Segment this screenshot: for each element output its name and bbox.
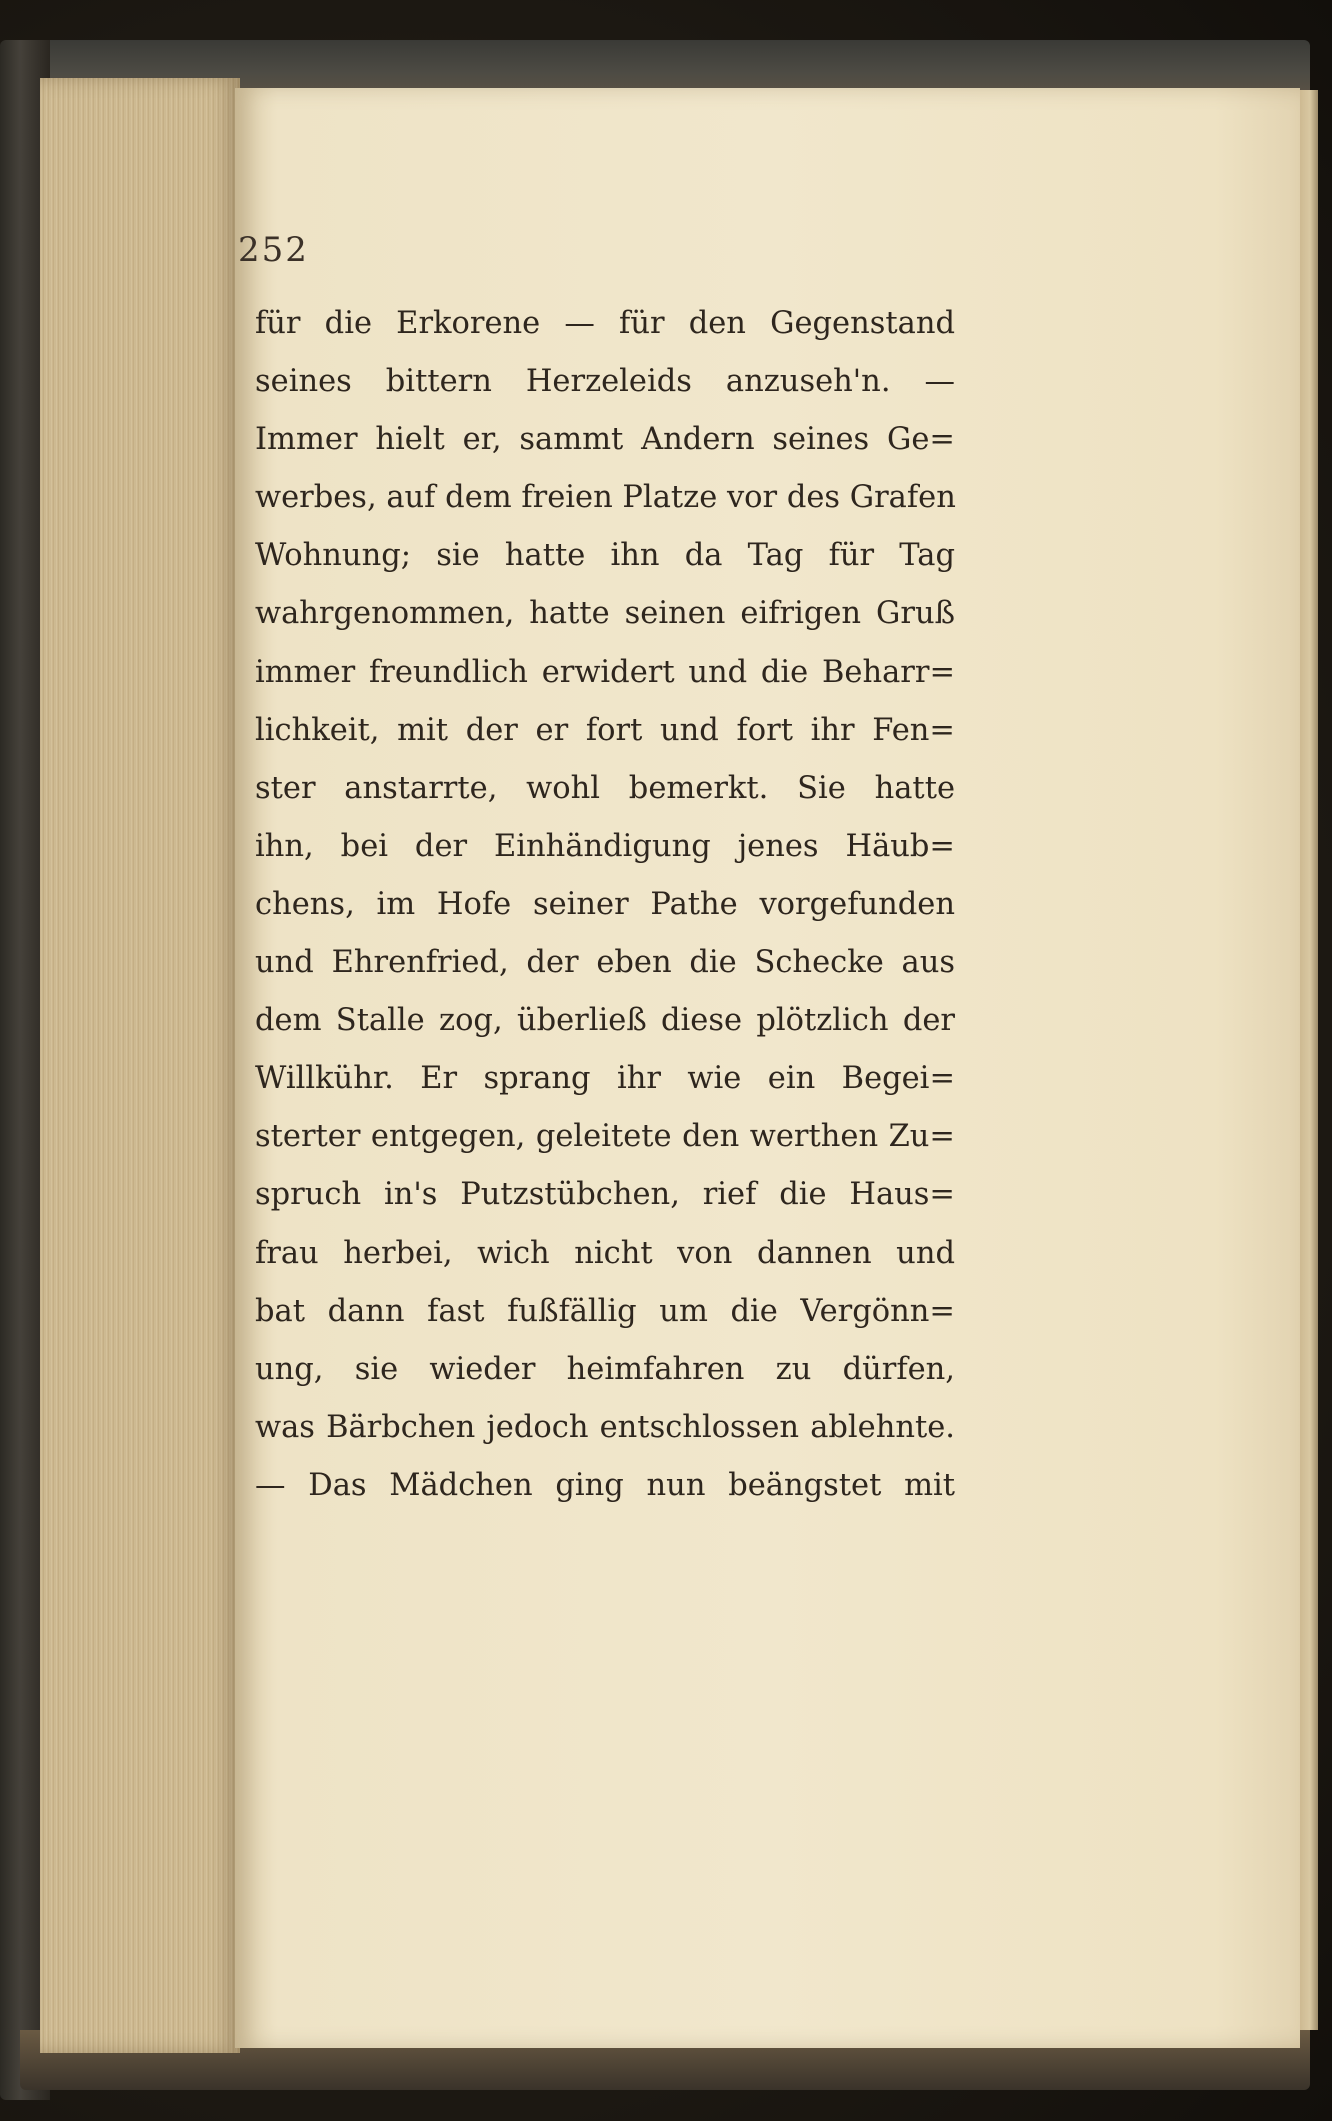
- text-line: was Bärbchen jedoch entschlossen ablehnte.: [255, 1409, 955, 1445]
- text-line: werbes, auf dem freien Platze vor des Grafen: [255, 480, 956, 516]
- text-line: ster anstarrte, wohl bemerkt. Sie hatte: [255, 770, 955, 806]
- text-line: ung, sie wieder heimfahren zu dürfen,: [255, 1351, 955, 1387]
- text-line: — Das Mädchen ging nun beängstet mit: [255, 1467, 955, 1503]
- text-line: Wohnung; sie hatte ihn da Tag für Tag: [255, 538, 955, 574]
- text-line: ihn, bei der Einhändigung jenes Häub=: [255, 828, 955, 864]
- text-line: seines bittern Herzeleids anzuseh'n. —: [255, 364, 955, 400]
- text-line: lichkeit, mit der er fort und fort ihr Fen=: [255, 712, 955, 748]
- text-line: frau herbei, wich nicht von dannen und: [255, 1235, 955, 1271]
- text-line: chens, im Hofe seiner Pathe vorgefunden: [255, 886, 955, 922]
- text-line: immer freundlich erwidert und die Beharr=: [255, 654, 955, 690]
- text-line: bat dann fast fußfällig um die Vergönn=: [255, 1293, 955, 1329]
- body-text: [255, 295, 955, 1515]
- text-line: Immer hielt er, sammt Andern seines Ge=: [255, 422, 955, 458]
- page-edges: [40, 78, 240, 2053]
- text-line: für die Erkorene — für den Gegenstand: [255, 306, 955, 341]
- text-line: wahrgenommen, hatte seinen eifrigen Gruß: [255, 596, 955, 632]
- page-number: 252: [238, 230, 309, 270]
- text-line: Willkühr. Er sprang ihr wie ein Begei=: [255, 1061, 955, 1097]
- text-line: und Ehrenfried, der eben die Schecke aus: [255, 945, 955, 981]
- text-line: dem Stalle zog, überließ diese plötzlich der: [255, 1003, 955, 1039]
- text-line: sterter entgegen, geleitete den werthen Zu=: [255, 1119, 955, 1155]
- next-page-edge: [1298, 90, 1318, 2030]
- text-line: spruch in's Putzstübchen, rief die Haus=: [255, 1177, 955, 1213]
